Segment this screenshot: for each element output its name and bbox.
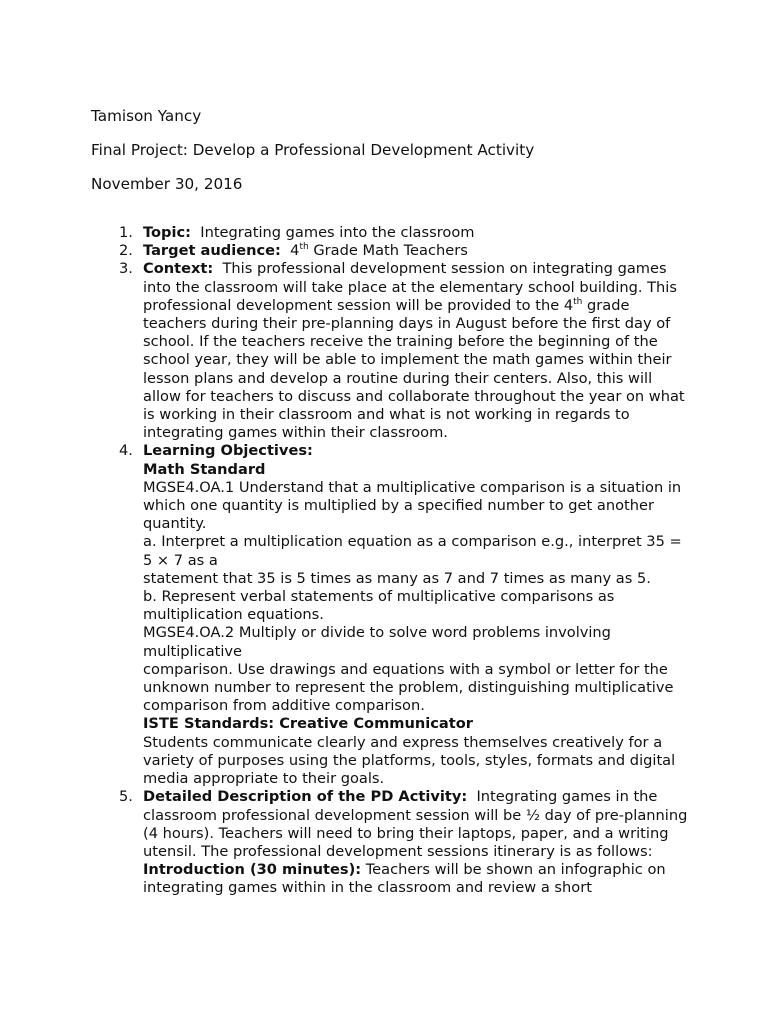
list-item-pd-description — [91, 788, 691, 897]
list-item-learning-objectives — [91, 442, 691, 788]
introduction-label: Introduction (30 minutes): — [143, 861, 362, 879]
list-item-target-audience — [91, 242, 691, 260]
item-label: Context: — [143, 260, 214, 278]
iste-standards-text: Students communicate clearly and express themselves creatively for a variety of purposes using the platforms, tools, styles, formats and digital media appropriate to their goals. — [143, 733, 676, 788]
item-number: 1. — [119, 224, 133, 241]
math-standard-line: comparison. Use drawings and equations with a symbol or letter for the unknown number to represent the problem, distinguishing multiplicative comparison from additive comparison. — [143, 660, 674, 715]
item-text: Integrating games in the classroom professional development session will be ½ day of pre-planning (4 hours). Teachers will need to bring their laptops, paper, and a writing utensil. The professional development sessions itinerary is as follows: — [143, 788, 688, 860]
numbered-list — [91, 224, 691, 898]
document-date: November 30, 2016 — [91, 175, 243, 193]
item-label: Topic: — [143, 224, 191, 241]
item-label: Detailed Description of the PD Activity: — [143, 788, 468, 806]
introduction-line — [143, 861, 691, 897]
math-standard-line: MGSE4.OA.1 Understand that a multiplicative comparison is a situation in which one quantity is multiplied by a specified number to get another quantity. — [143, 478, 682, 533]
item-number: 2. — [119, 242, 133, 260]
math-standard-line: MGSE4.OA.2 Multiply or divide to solve word problems involving multiplicative — [143, 624, 611, 660]
introduction-text: Teachers will be shown an infographic on integrating games within in the classroom and review a short — [143, 861, 666, 897]
item-number: 4. — [119, 442, 133, 460]
document-header — [91, 106, 711, 208]
item-number: 3. — [119, 260, 133, 278]
context-superscript: th — [573, 296, 583, 307]
list-item-context — [91, 260, 691, 442]
math-standard-line: a. Interpret a multiplication equation as a comparison e.g., interpret 35 = 5 × 7 as a — [143, 533, 682, 569]
list-item-topic — [91, 224, 691, 242]
math-standard-line: b. Represent verbal statements of multiplicative comparisons as multiplication equations. — [143, 588, 615, 624]
math-standard-heading: Math Standard — [143, 460, 266, 478]
math-standard-line: statement that 35 is 5 times as many as 7 and 7 times as many as 5. — [143, 569, 651, 587]
item-text: Integrating games into the classroom — [200, 224, 475, 241]
grade-superscript: th — [299, 242, 309, 253]
item-number: 5. — [119, 788, 133, 806]
grade-number: 4 — [290, 242, 300, 260]
iste-standards-heading: ISTE Standards: Creative Communicator — [143, 715, 473, 733]
item-label: Learning Objectives: — [143, 442, 313, 460]
project-title: Final Project: Develop a Professional Development Activity — [91, 141, 535, 159]
author-name: Tamison Yancy — [91, 107, 202, 125]
item-label: Target audience: — [143, 242, 281, 260]
context-text-a: This professional development session on integrating games into the classroom will take place at the elementary school building. This professional development session will be provided to the 4 — [143, 260, 677, 314]
grade-text: Grade Math Teachers — [313, 242, 468, 260]
context-text-b: grade teachers during their pre-planning days in August before the first day of school. If the teachers receive the training before the beginning of the school year, they will be able to implement the math games within their lesson plans and develop a routine during their centers. Also, this will allow for teachers to discuss and collaborate throughout the year on what is working in their classroom and what is not working in regards to integrating games within their classroom. — [143, 296, 685, 442]
